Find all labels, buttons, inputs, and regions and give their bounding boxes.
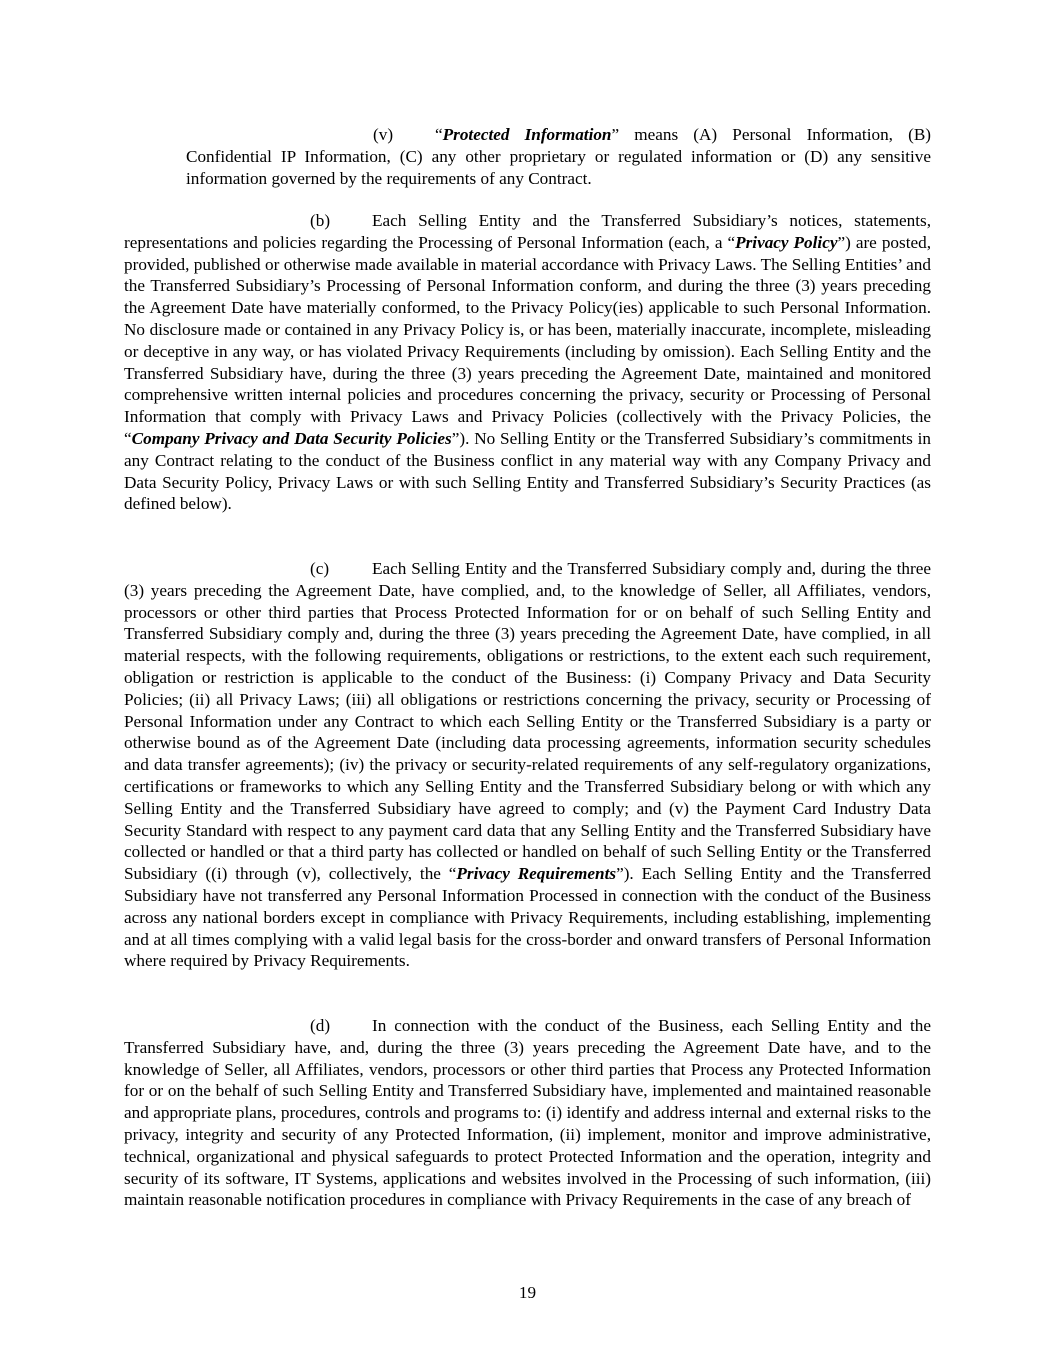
clause-number: (d): [310, 1016, 331, 1035]
page-number: 19: [518, 1283, 537, 1302]
clause-number: (b): [310, 211, 331, 230]
defined-term: Protected Information: [442, 125, 612, 144]
defined-term: Privacy Policy: [735, 232, 838, 252]
clause-d-security-practices: [124, 1015, 931, 1211]
clause-text: Each Selling Entity and the Transferred Subsidiary’s notices, statements, representations and policies regarding the Processing of Personal Information (each, a “: [124, 211, 931, 252]
clause-text: ”) are posted, provided, published or otherwise made available in material accordance with Privacy Laws. The Selling Entities’ and the Transferred Subsidiary’s Processing of Personal Information conform, and during the three (3) years preceding the Agreement Date have materially conformed, to the Privacy Policy(ies) applicable to such Personal Information. No disclosure made or contained in any Privacy Policy is, or has been, materially inaccurate, incomplete, misleading or deceptive in any way, or has violated Privacy Requirements (including by omission). Each Selling Entity and the Transferred Subsidiary have, during the three (3) years preceding the Agreement Date, maintained and monitored comprehensive written internal policies and procedures concerning the privacy, security or Processing of Personal Information that comply with Privacy Laws and Privacy Policies (collectively with the Privacy Policies, the “: [124, 232, 931, 448]
clause-b-privacy-policy: [124, 210, 931, 515]
clause-v-protected-information: [186, 124, 931, 189]
clause-text: ”). No Selling Entity or the Transferred Subsidiary’s commitments in any Contract relating to the conduct of the Business conflict in any material way with any Company Privacy and Data Security Policy, Privacy Laws or with such Selling Entity and Transferred Subsidiary’s Security Practices (as defined below).: [124, 428, 931, 514]
clause-text: ” means (A) Personal Information, (B) Confidential IP Information, (C) any other proprietary or regulated information or (D) any sensitive information governed by the requirements of any Contract.: [186, 125, 932, 188]
clause-number: (c): [310, 559, 330, 578]
clause-c-privacy-requirements: [124, 558, 931, 972]
clause-text: In connection with the conduct of the Business, each Selling Entity and the Transferred Subsidiary have, and, during the three (3) years preceding the Agreement Date have, and to the knowledge of Seller, all Affiliates, vendors, processors or other third parties that Process any Protected Information for or on the behalf of such Selling Entity and Transferred Subsidiary have, implemented and maintained reasonable and appropriate plans, procedures, controls and programs to: (i) identify and address internal and external risks to the privacy, integrity and security of any Protected Information, (ii) implement, monitor and improve administrative, technical, organizational and physical safeguards to protect Protected Information and the operation, integrity and security of its software, IT Systems, applications and websites involved in the Processing of such information, (iii) maintain reasonable notification procedures in compliance with Privacy Requirements in the case of any breach of: [124, 1016, 931, 1210]
clause-text: ”). Each Selling Entity and the Transferred Subsidiary have not transferred any Personal Information Processed in connection with the conduct of the Business across any national borders except in compliance with Privacy Requirements, including establishing, implementing and at all times complying with a valid legal basis for the cross-border and onward transfers of Personal Information where required by Privacy Requirements.: [124, 864, 931, 971]
defined-term: Company Privacy and Data Security Policies: [131, 428, 452, 448]
clause-number: (v): [373, 125, 394, 144]
open-quote: “: [435, 125, 443, 144]
defined-term: Privacy Requirements: [456, 864, 617, 884]
clause-text: Each Selling Entity and the Transferred Subsidiary comply and, during the three (3) years preceding the Agreement Date, have complied, and, to the knowledge of Seller, all Affiliates, vendors, processors or other third parties that Process Protected Information for or on behalf of such Selling Entity and Transferred Subsidiary comply and, during the three (3) years preceding the Agreement Date, have complied, in all material respects, with the following requirements, obligations or restrictions, to the extent each such requirement, obligation or restriction is applicable to the conduct of the Business: (i) Company Privacy and Data Security Policies; (ii) all Privacy Laws; (iii) all obligations or restrictions concerning the privacy, security or Processing of Personal Information under any Contract to which each Selling Entity or the Transferred Subsidiary is a party or otherwise bound as of the Agreement Date (including data processing agreements, information security schedules and data transfer agreements); (iv) the privacy or security-related requirements of any self-regulatory organizations, certifications or frameworks to which any Selling Entity and the Transferred Subsidiary belong or with which any Selling Entity and the Transferred Subsidiary have agreed to comply; and (v) the Payment Card Industry Data Security Standard with respect to any payment card data that any Selling Entity and the Transferred Subsidiary have collected or handled or that a third party has collected or handled on behalf of such Selling Entity or the Transferred Subsidiary ((i) through (v), collectively, the “: [124, 559, 931, 884]
